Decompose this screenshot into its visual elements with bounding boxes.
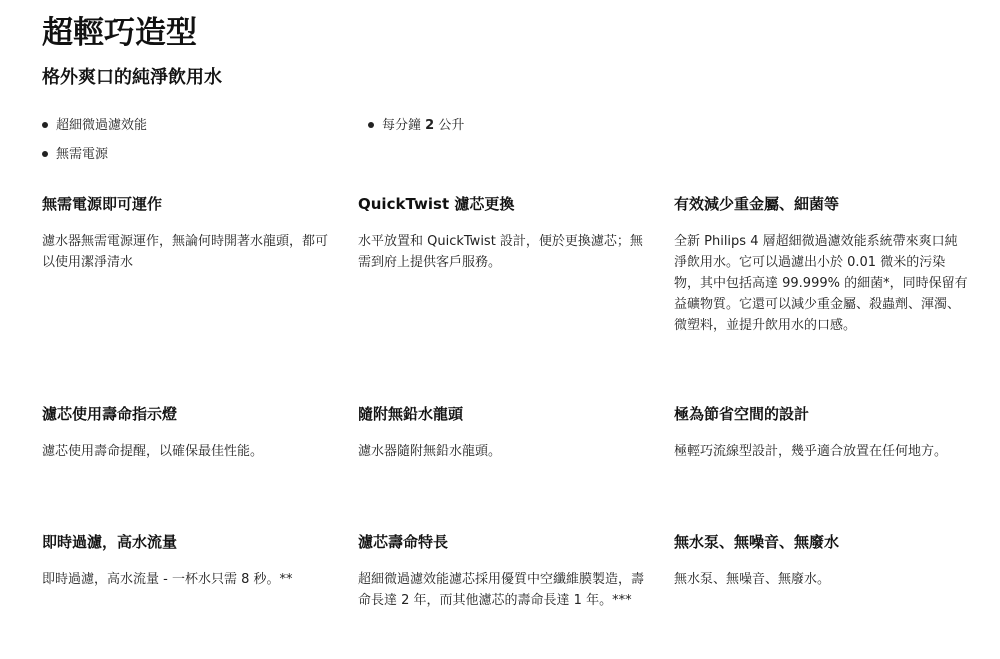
- bullet-dot-icon: [42, 122, 48, 128]
- feature-title: 隨附無鉛水龍頭: [358, 405, 464, 423]
- feature-block: [674, 403, 969, 462]
- feature-title: QuickTwist 濾芯更換: [358, 195, 515, 213]
- bullet-item: [42, 116, 147, 136]
- feature-title: 濾芯使用壽命指示燈: [42, 405, 178, 423]
- feature-description: 全新 Philips 4 層超細微過濾效能系統帶來爽口純淨飲用水。它可以過濾出小於 0.01 微米的污染物，其中包括高達 99.999% 的細菌*，同時保留有益礦物質。它還可以減少重金屬、殺蟲劑、渾濁、微塑料，並提升飲用水的口感。: [674, 234, 968, 333]
- bullet-dot-icon: [42, 151, 48, 157]
- feature-block: [42, 531, 337, 590]
- feature-title: 無需電源即可運作: [42, 195, 163, 213]
- bullet-text: 無需電源: [56, 147, 109, 162]
- feature-description: 即時過濾，高水流量 - 一杯水只需 8 秒。**: [42, 572, 293, 587]
- feature-block: [674, 531, 969, 590]
- bullet-dot-icon: [368, 122, 374, 128]
- feature-title: 極為節省空間的設計: [674, 405, 810, 423]
- feature-block: [674, 193, 969, 336]
- key-benefits-list: [42, 116, 962, 172]
- feature-block: [42, 403, 337, 462]
- feature-block: [358, 531, 653, 611]
- page-title: 超輕巧造型: [42, 15, 197, 51]
- feature-description: 無水泵、無噪音、無廢水。: [674, 572, 831, 587]
- feature-description: 濾水器隨附無鉛水龍頭。: [358, 444, 502, 459]
- feature-title: 有效減少重金屬、細菌等: [674, 195, 840, 213]
- feature-description: 極輕巧流線型設計，幾乎適合放置在任何地方。: [674, 444, 948, 459]
- feature-description: 濾芯使用壽命提醒，以確保最佳性能。: [42, 444, 264, 459]
- feature-description: 濾水器無需電源運作，無論何時開著水龍頭，都可以使用潔淨清水: [42, 234, 329, 270]
- feature-block: [358, 403, 653, 462]
- feature-title: 即時過濾，高水流量: [42, 533, 178, 551]
- bullet-text-suffix: 公升: [434, 118, 465, 133]
- bullet-text: 超細微過濾效能: [56, 118, 148, 133]
- feature-title: 濾芯壽命特長: [358, 533, 449, 551]
- bullet-text-bold: 2: [425, 118, 435, 133]
- bullet-item: [368, 116, 464, 136]
- bullet-item: [42, 145, 108, 165]
- feature-description: 超細微過濾效能濾芯採用優質中空纖維膜製造，壽命長達 2 年，而其他濾芯的壽命長達 1 年。***: [358, 572, 645, 608]
- feature-block: [358, 193, 653, 273]
- page-subtitle: 格外爽口的純淨飲用水: [42, 67, 222, 88]
- feature-block: [42, 193, 337, 273]
- bullet-text-prefix: 每分鐘: [382, 118, 426, 133]
- feature-title: 無水泵、無噪音、無廢水: [674, 533, 840, 551]
- feature-description: 水平放置和 QuickTwist 設計，便於更換濾芯；無需到府上提供客戶服務。: [358, 234, 643, 270]
